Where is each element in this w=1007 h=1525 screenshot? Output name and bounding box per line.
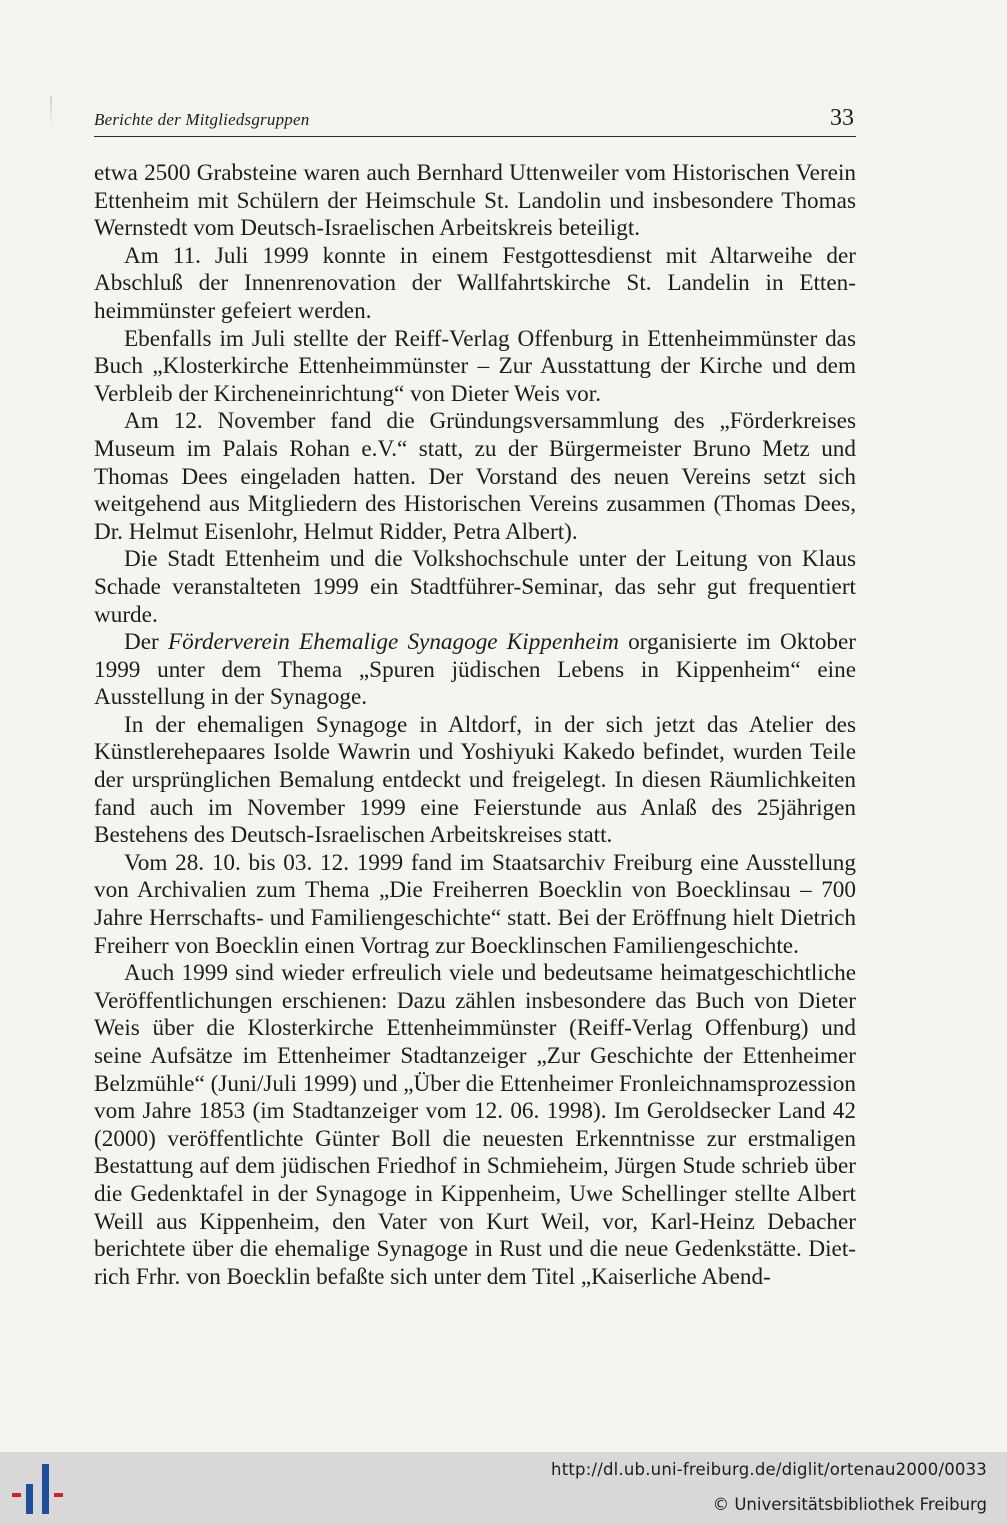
page-number: 33: [830, 105, 854, 131]
logo-red-dash-left: [12, 1493, 21, 1497]
running-header: [94, 102, 856, 137]
paragraph-book-klosterkirche: Ebenfalls im Juli stellte der Reiff-Verlag Offenburg in Ettenheimmünster das Buch „Klosterkirche Ettenheimmünster – Zur Ausstattung der Kirche und dem Verbleib der Kircheneinrichtung“ von Dieter Weis vor.: [94, 325, 856, 407]
running-header-title: Berichte der Mitgliedsgruppen: [94, 110, 310, 129]
paragraph-synagoge-italic: Förderverein Ehemalige Synagoge Kippenheim: [167, 629, 619, 656]
body-text: [94, 160, 856, 1291]
logo-red-dash-right: [54, 1493, 63, 1497]
scan-margin-mark: [50, 96, 52, 128]
paragraph-staatsarchiv: Vom 28. 10. bis 03. 12. 1999 fand im Staatsarchiv Freiburg eine Ausstellung von Archivalien zum Thema „Die Freiherren Boecklin von Boecklinsau – 700 Jahre Herrschafts- und Familiengeschichte“ statt. Bei der Eröffnung hielt Dietrich Freiherr von Boecklin einen Vortrag zur Boecklinschen Familiengeschichte.: [94, 849, 856, 959]
paragraph-renovation: Am 11. Juli 1999 konnte in einem Festgottesdienst mit Altarweihe der Abschluß der Innenrenovation der Wallfahrtskirche St. Landelin in Ettenheimmünster gefeiert werden.: [94, 242, 856, 324]
paragraph-synagoge-kippenheim: [94, 629, 856, 712]
copyright-notice: © Universitätsbibliothek Freiburg: [712, 1495, 987, 1514]
paragraph-altdorf: In der ehemaligen Synagoge in Altdorf, in der sich jetzt das Atelier des Künstlerehepaares Isolde Wawrin und Yoshiyuki Kakedo befindet, wurden Teile der ursprünglichen Bemalung entdeckt und freigelegt. In diesen Räumlichkeiten fand auch im November 1999 eine Feierstunde aus Anlaß des 25jährigen Bestehens des Deutsch-Israelischen Arbeitskreises statt.: [94, 711, 856, 849]
logo-blue-bar-right: [42, 1464, 49, 1514]
ub-freiburg-logo-icon[interactable]: [12, 1462, 64, 1516]
paragraph-synagoge-suffix: organisierte im Oktober 1999 unter dem Thema „Spuren jüdischen Lebens in Kippenheim“ eine Ausstellung in der Synagoge.: [94, 629, 856, 711]
viewer-footer-bar: [0, 1452, 1007, 1525]
paragraph-publications: Auch 1999 sind wieder erfreulich viele und bedeutsame heimatgeschichtliche Veröffentlichungen erschienen: Dazu zählen insbesondere das Buch von Dieter Weis über die Klosterkirche Ettenheimmünster (Reiff-Verlag Offenburg) und seine Aufsätze im Ettenheimer Stadtanzeiger „Zur Geschichte der Ettenheimer Belzmühle“ (Juni/Juli 1999) und „Über die Ettenheimer Fronleichnamsprozession vom Jahre 1853 (im Stadtanzeiger vom 12. 06. 1998). Im Geroldsecker Land 42 (2000) veröffentlichte Günter Boll die neuesten Erkenntnisse zur erstmaligen Bestattung auf dem jüdischen Friedhof in Schmieheim, Jürgen Stude schrieb über die Gedenktafel in der Synagoge in Kippenheim, Uwe Schellinger stellte Albert Weill aus Kippenheim, den Vater von Kurt Weil, vor, Karl-Heinz Debacher berichtete über die ehemalige Synagoge in Rust und die neue Gedenkstätte. Dietrich Frhr. von Boecklin befaßte sich unter dem Titel „Kaiserliche Abend-: [94, 960, 856, 1290]
paragraph-foerderkreis: Am 12. November fand die Gründungsversammlung des „Förderkreises Museum im Palais Rohan e.V.“ statt, zu der Bürgermeister Bruno Metz und Thomas Dees eingeladen hatten. Der Vorstand des neuen Vereins setzt sich weitgehend aus Mitgliedern des Historischen Vereins zusammen (Thomas Dees, Dr. Helmut Eisenlohr, Helmut Ridder, Petra Albert).: [94, 408, 856, 545]
logo-blue-bar-left: [26, 1484, 33, 1514]
paragraph-synagoge-prefix: Der: [124, 629, 168, 656]
permalink-url[interactable]: http://dl.ub.uni-freiburg.de/diglit/ortenau2000/0033: [551, 1460, 987, 1479]
paragraph-stadtfuehrer: Die Stadt Ettenheim und die Volkshochschule unter der Leitung von Klaus Schade veranstalteten 1999 ein Stadtführer-Seminar, das sehr gut frequentiert wurde.: [94, 546, 856, 628]
paragraph-continuation: etwa 2500 Grabsteine waren auch Bernhard Uttenweiler vom Historischen Verein Ettenheim mit Schülern der Heimschule St. Landolin und insbesondere Thomas Wernstedt vom Deutsch-Israelischen Arbeitskreis beteiligt.: [94, 160, 856, 242]
